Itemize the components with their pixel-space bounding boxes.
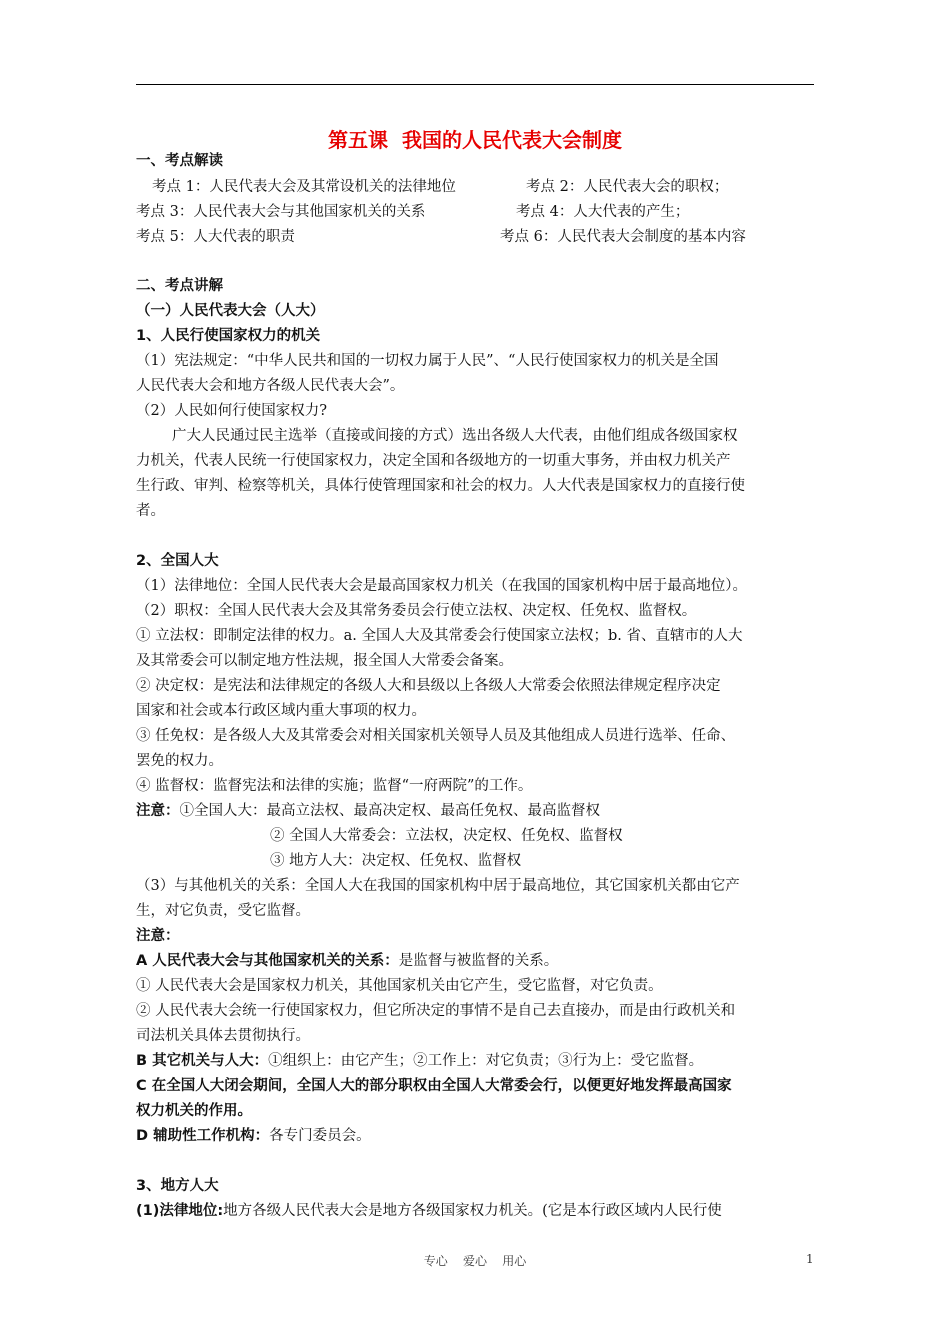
bold-lead: (1)法律地位: xyxy=(136,1203,224,1219)
kaodian-5: 考点 5：人大代表的职责 xyxy=(136,229,295,245)
text-line xyxy=(136,1127,816,1145)
text-line: 生行政、审判、检察等机关，具体行使管理国家和社会的权力。人大代表是国家权力的直接行使 xyxy=(136,478,745,494)
text-tail: 是监督与被监督的关系。 xyxy=(398,953,559,969)
kaodian-4: 考点 4：人大代表的产生； xyxy=(516,204,690,220)
text-line: ③ 任免权：是各级人大及其常委会对相关国家机关领导人员及其他组成人员进行选举、任命、 xyxy=(136,728,736,744)
text-line: （2）人民如何行使国家权力? xyxy=(136,403,327,419)
bold-lead: D 辅助性工作机构： xyxy=(136,1128,270,1144)
text-line: （1）宪法规定：“中华人民共和国的一切权力属于人民”、“人民行使国家权力的机关是全国 xyxy=(136,353,719,369)
text-line xyxy=(136,1052,816,1070)
text-line: 广大人民通过民主选举（直接或间接的方式）选出各级人大代表，由他们组成各级国家权 xyxy=(172,428,738,444)
kaodian-6: 考点 6：人民代表大会制度的基本内容 xyxy=(500,229,746,245)
text-line: 人民代表大会和地方各级人民代表大会”。 xyxy=(136,378,405,394)
text-line: （3）与其他机关的关系：全国人大在我国的国家机构中居于最高地位，其它国家机关都由它产 xyxy=(136,878,740,894)
text-line: （1）法律地位：全国人民代表大会是最高国家权力机关（在我国的国家机构中居于最高地位）。 xyxy=(136,578,747,594)
kaodian-2: 考点 2：人民代表大会的职权； xyxy=(526,179,729,195)
text-line: 司法机关具体去贯彻执行。 xyxy=(136,1028,310,1044)
text-line: 及其常委会可以制定地方性法规，报全国人大常委会备案。 xyxy=(136,653,513,669)
note-text: ①全国人大：最高立法权、最高决定权、最高任免权、最高监督权 xyxy=(179,803,600,819)
text-line: 力机关，代表人民统一行使国家权力，决定全国和各级地方的一切重大事务，并由权力机关产 xyxy=(136,453,731,469)
text-line xyxy=(136,1202,816,1220)
text-line-bold: C 在全国人大闭会期间，全国人大的部分职权由全国人大常委会行，以便更好地发挥最高国家 xyxy=(136,1078,732,1094)
text-tail: ①组织上：由它产生；②工作上：对它负责；③行为上：受它监督。 xyxy=(268,1053,704,1069)
text-line: ① 立法权：即制定法律的权力。a. 全国人大及其常委会行使国家立法权；b. 省、直辖市的人大 xyxy=(136,628,743,644)
text-tail: 各专门委员会。 xyxy=(269,1128,371,1144)
section-heading-1: 一、考点解读 xyxy=(136,153,223,169)
text-line: 生，对它负责，受它监督。 xyxy=(136,903,310,919)
text-line: （2）职权：全国人民代表大会及其常务委员会行使立法权、决定权、任免权、监督权。 xyxy=(136,603,697,619)
heading-3: 3、地方人大 xyxy=(136,1178,219,1194)
text-line: 国家和社会或本行政区域内重大事项的权力。 xyxy=(136,703,426,719)
note-line xyxy=(136,802,816,820)
note-label: 注意： xyxy=(136,803,180,819)
text-line: ④ 监督权：监督宪法和法律的实施；监督“一府两院”的工作。 xyxy=(136,778,533,794)
section-heading-2: 二、考点讲解 xyxy=(136,278,223,294)
bold-lead: B 其它机关与人大： xyxy=(136,1053,269,1069)
text-line: ② 人民代表大会统一行使国家权力，但它所决定的事情不是自己去直接办，而是由行政机关和 xyxy=(136,1003,736,1019)
kaodian-1: 考点 1：人民代表大会及其常设机关的法律地位 xyxy=(152,179,456,195)
text-line: ① 人民代表大会是国家权力机关，其他国家机关由它产生，受它监督，对它负责。 xyxy=(136,978,663,994)
text-line: 者。 xyxy=(136,503,165,519)
text-line: 罢免的权力。 xyxy=(136,753,223,769)
note-label: 注意： xyxy=(136,928,180,944)
header-rule xyxy=(136,84,814,85)
footer-text: 专心 爱心 用心 xyxy=(423,1254,527,1268)
note-line: ② 全国人大常委会：立法权，决定权、任免权、监督权 xyxy=(270,828,623,844)
text-line xyxy=(136,952,816,970)
note-line: ③ 地方人大：决定权、任免权、监督权 xyxy=(270,853,522,869)
text-line-bold: 权力机关的作用。 xyxy=(136,1103,252,1119)
page-number: 1 xyxy=(806,1252,814,1266)
subsection-heading: （一）人民代表大会（人大） xyxy=(136,303,325,319)
heading-2: 2、全国人大 xyxy=(136,553,219,569)
heading-1: 1、人民行使国家权力的机关 xyxy=(136,328,321,344)
text-line: ② 决定权：是宪法和法律规定的各级人大和县级以上各级人大常委会依照法律规定程序决定 xyxy=(136,678,721,694)
kaodian-3: 考点 3：人民代表大会与其他国家机关的关系 xyxy=(136,204,426,220)
bold-lead: A 人民代表大会与其他国家机关的关系： xyxy=(136,953,399,969)
text-tail: 地方各级人民代表大会是地方各级国家权力机关。(它是本行政区域内人民行使 xyxy=(223,1203,722,1219)
page-title: 第五课 我国的人民代表大会制度 xyxy=(328,128,622,152)
